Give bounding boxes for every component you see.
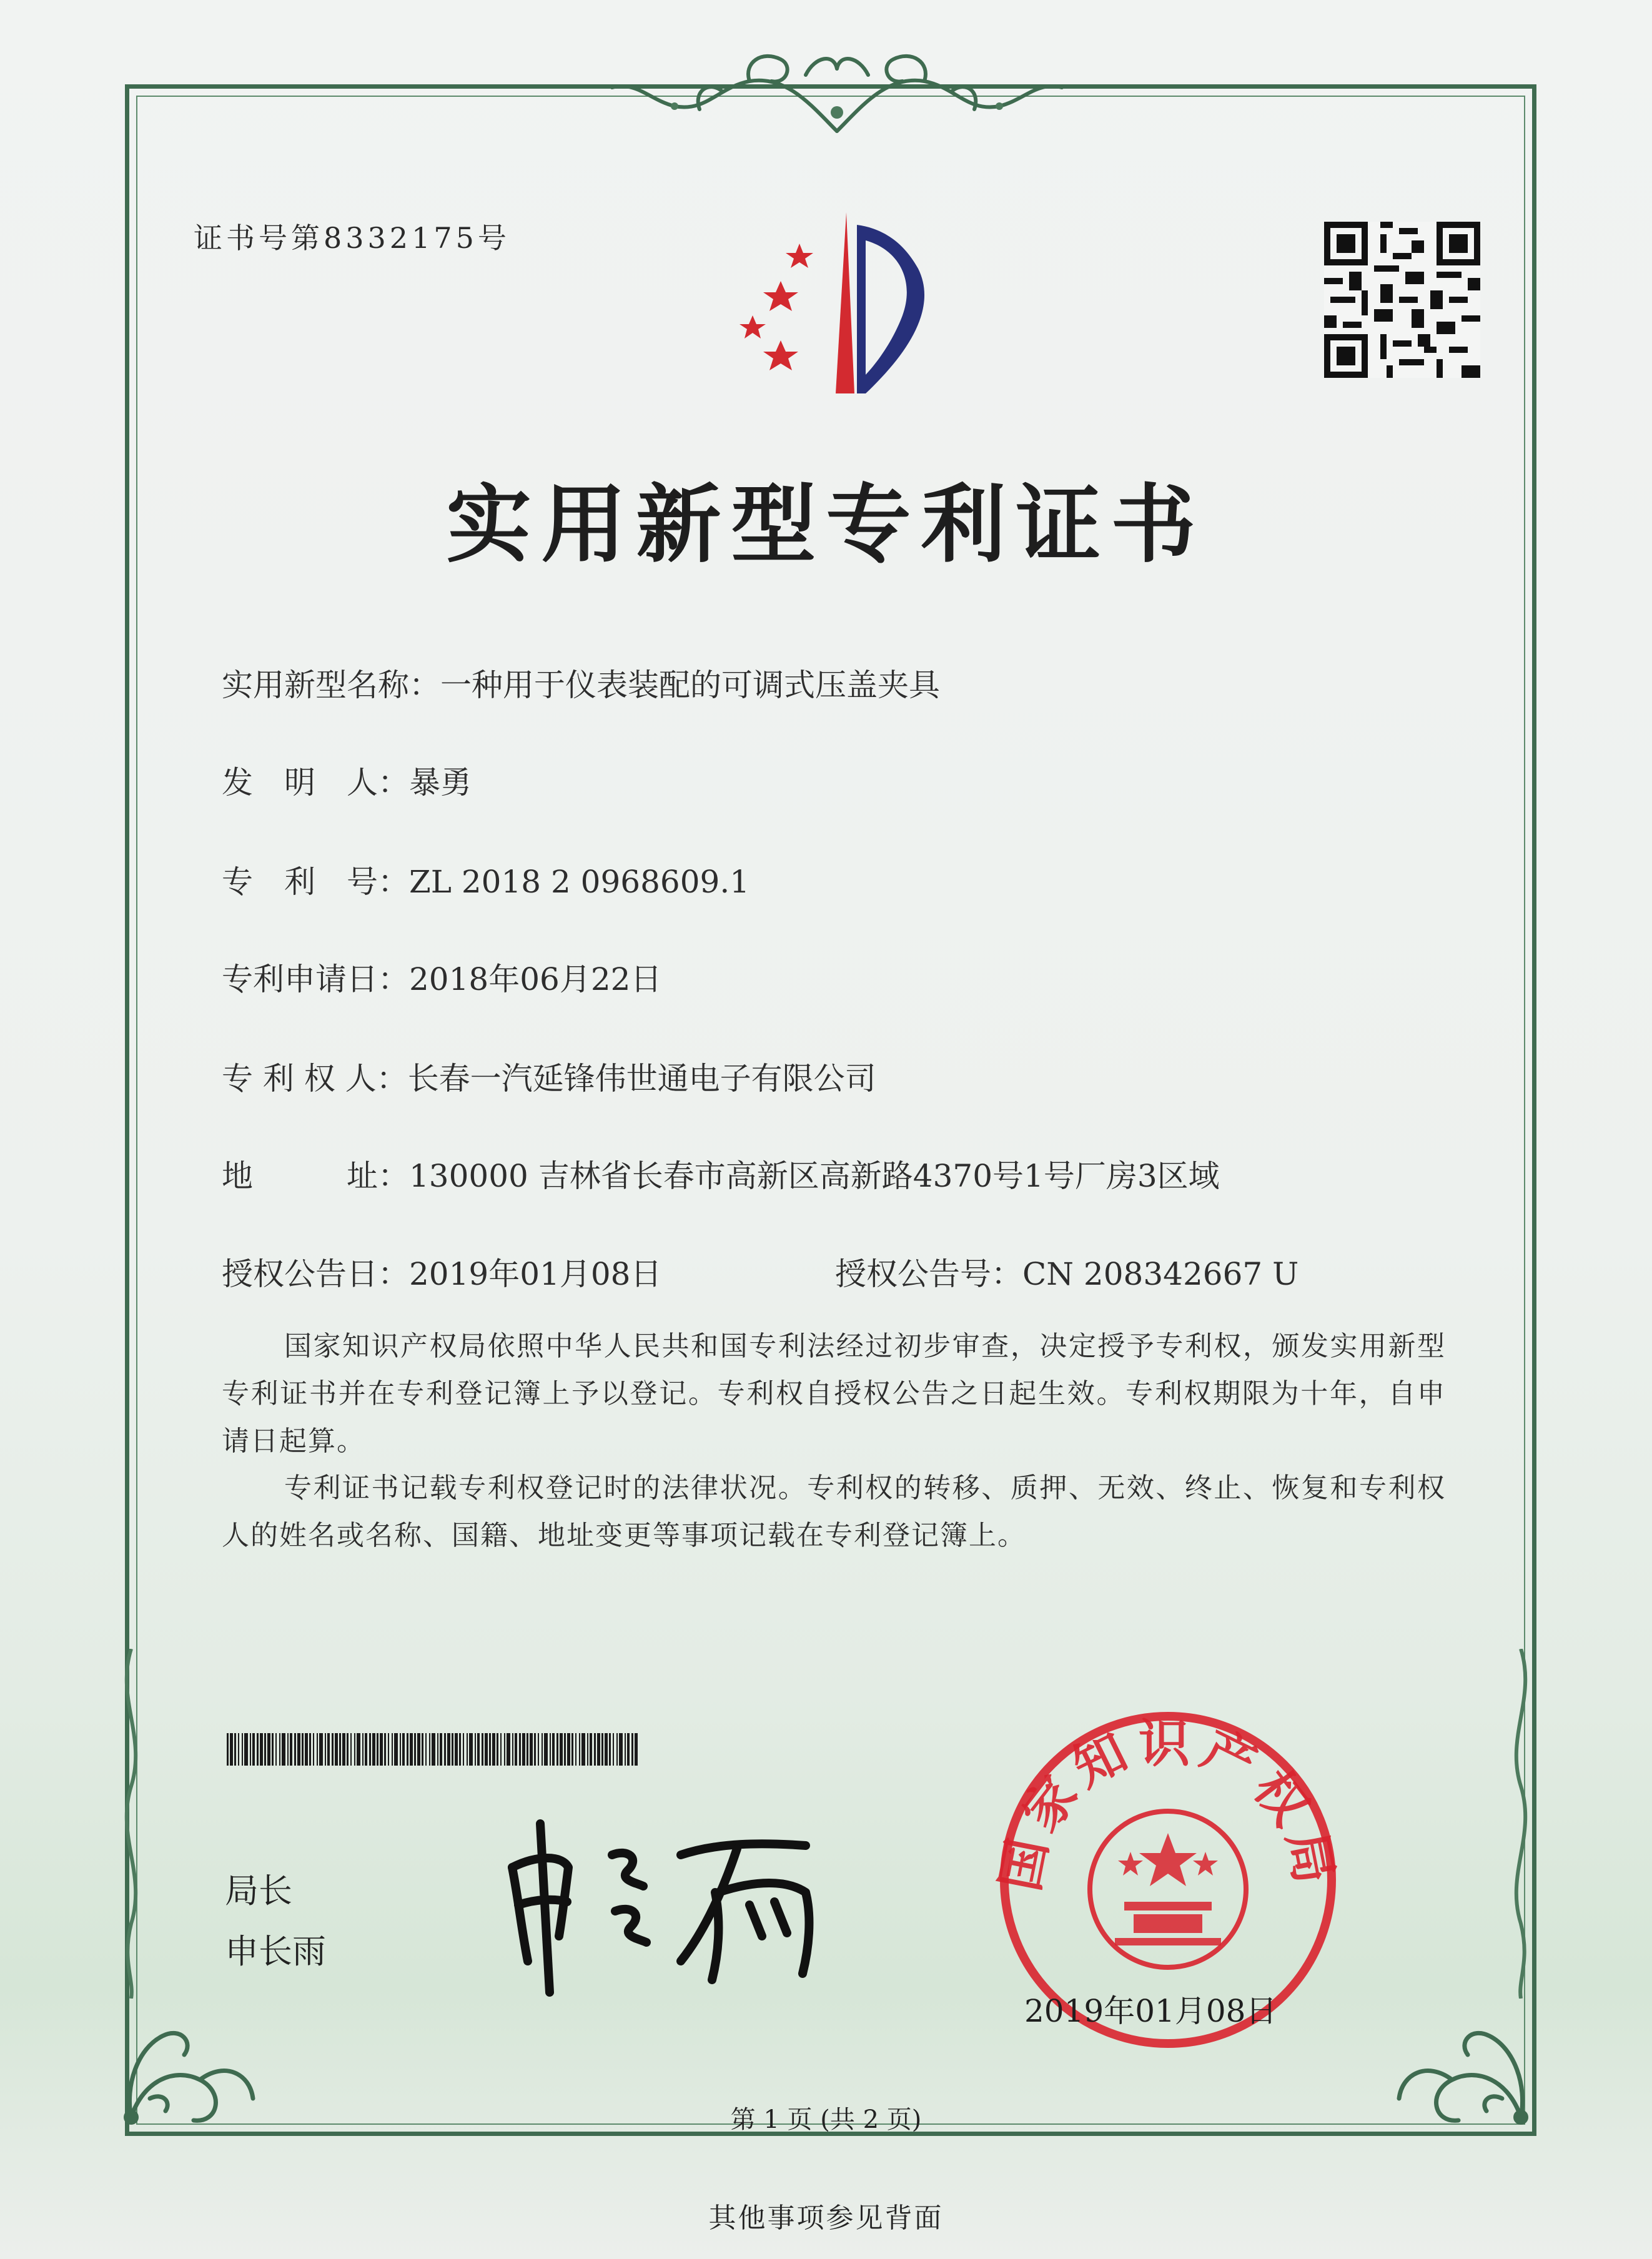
field-utility-name	[222, 660, 940, 705]
barcode-bar	[522, 1733, 525, 1766]
barcode-bar	[394, 1733, 398, 1766]
barcode-bar	[625, 1733, 626, 1766]
barcode-bar	[605, 1733, 608, 1766]
barcode-bar	[230, 1733, 233, 1766]
barcode-bar	[267, 1733, 270, 1766]
seal-date: 2019年01月08日	[1024, 1993, 1277, 2029]
barcode-bar	[317, 1733, 318, 1766]
barcode-bar	[350, 1733, 352, 1766]
barcode-bar	[482, 1733, 483, 1766]
director-signature	[493, 1811, 843, 1999]
certificate-title: 实用新型专利证书	[446, 475, 1206, 575]
barcode-bar	[619, 1733, 623, 1766]
barcode-bar	[575, 1733, 576, 1766]
barcode-bar	[357, 1733, 360, 1766]
field-label: 专 利 权 人：	[222, 1060, 408, 1097]
barcode-bar	[579, 1733, 580, 1766]
barcode-bar	[504, 1733, 505, 1766]
svg-text:国家知识产权局: 国家知识产权局	[991, 1714, 1345, 1896]
barcode-bar	[500, 1733, 502, 1766]
barcode-bar	[335, 1733, 338, 1766]
barcode-bar	[560, 1733, 563, 1766]
barcode-bar	[550, 1733, 551, 1766]
field-address	[222, 1151, 1220, 1196]
director-title: 局长	[225, 1871, 292, 1911]
barcode-bar	[452, 1733, 453, 1766]
barcode-bar	[294, 1733, 296, 1766]
barcode-bar	[290, 1733, 292, 1766]
barcode-bar	[275, 1733, 277, 1766]
barcode-bar	[297, 1733, 300, 1766]
barcode-bar	[432, 1733, 435, 1766]
field-value: 暴勇	[409, 764, 472, 801]
barcode-bar	[347, 1733, 349, 1766]
field-label: 专 利 号：	[222, 864, 409, 900]
barcode-bar	[497, 1733, 498, 1766]
barcode-bar	[282, 1733, 285, 1766]
barcode-bar	[244, 1733, 248, 1766]
field-grant-number	[835, 1249, 1298, 1294]
barcode-bar	[238, 1733, 239, 1766]
barcode-bar	[564, 1733, 566, 1766]
barcode-bar	[597, 1733, 600, 1766]
barcode-bar	[477, 1733, 480, 1766]
field-value: 2018年06月22日	[409, 961, 662, 997]
barcode-bar	[567, 1733, 570, 1766]
barcode-bar	[305, 1733, 308, 1766]
barcode-bar	[417, 1733, 420, 1766]
barcode-bar	[601, 1733, 603, 1766]
barcode-bar	[342, 1733, 345, 1766]
barcode-bar	[234, 1733, 236, 1766]
barcode-bar	[369, 1733, 371, 1766]
barcode-bar	[313, 1733, 314, 1766]
field-value: 长春一汽延锋伟世通电子有限公司	[407, 1060, 876, 1097]
body-paragraph-1: 国家知识产权局依照中华人民共和国专利法经过初步审查，决定授予专利权，颁发实用新型专利证书并在专利登记簿上予以登记。专利权自授权公告之日起生效。专利权期限为十年，自申请日起算。	[222, 1330, 1446, 1457]
barcode-bar	[463, 1733, 464, 1766]
barcode-bar	[279, 1733, 280, 1766]
barcode-bar	[613, 1733, 614, 1766]
barcode-bar	[332, 1733, 334, 1766]
barcode-bar	[388, 1733, 389, 1766]
barcode-bar	[544, 1733, 548, 1766]
barcode-bar	[242, 1733, 243, 1766]
barcode-bar	[556, 1733, 558, 1766]
barcode-bar	[392, 1733, 393, 1766]
barcode-bar	[429, 1733, 430, 1766]
barcode-bar	[384, 1733, 386, 1766]
barcode-bar	[627, 1733, 630, 1766]
barcode-bar	[571, 1733, 573, 1766]
field-label: 专利申请日：	[222, 961, 409, 997]
side-vine-left	[109, 1649, 153, 1999]
field-label: 授权公告日：	[222, 1256, 409, 1292]
barcode-bar	[530, 1733, 533, 1766]
barcode-bar	[365, 1733, 367, 1766]
barcode-bar	[631, 1733, 633, 1766]
field-value: 130000 吉林省长春市高新区高新路4370号1号厂房3区域	[409, 1158, 1220, 1194]
barcode-bar	[519, 1733, 521, 1766]
barcode-bar	[581, 1733, 585, 1766]
barcode-bar	[542, 1733, 543, 1766]
director-name: 申长雨	[225, 1932, 326, 1971]
cnipa-logo-icon	[712, 206, 962, 400]
field-label: 实用新型名称：	[222, 667, 440, 703]
barcode-bar	[410, 1733, 413, 1766]
barcode-bar	[250, 1733, 251, 1766]
field-value: 一种用于仪表装配的可调式压盖夹具	[440, 667, 940, 703]
barcode-bar	[467, 1733, 468, 1766]
barcode-bar	[402, 1733, 405, 1766]
barcode-bar	[380, 1733, 383, 1766]
field-patent-number	[222, 857, 749, 902]
barcode-bar	[400, 1733, 401, 1766]
footer-note: 其他事项参见背面	[708, 2202, 944, 2234]
barcode-bar	[489, 1733, 491, 1766]
certificate-number: 证书号第8332175号	[194, 221, 510, 255]
barcode-bar	[257, 1733, 259, 1766]
barcode-bar	[492, 1733, 495, 1766]
barcode-bar	[302, 1733, 304, 1766]
body-paragraph-2: 专利证书记载专利权登记时的法律状况。专利权的转移、质押、无效、终止、恢复和专利权人的姓名或名称、国籍、地址变更等事项记载在专利登记簿上。	[222, 1472, 1446, 1551]
barcode-bar	[339, 1733, 341, 1766]
field-inventor	[222, 758, 472, 803]
barcode-bar	[534, 1733, 536, 1766]
page-number: 第 1 页 (共 2 页)	[730, 2105, 922, 2134]
barcode-bar	[444, 1733, 446, 1766]
barcode-bar	[309, 1733, 311, 1766]
barcode-bar	[414, 1733, 416, 1766]
barcode-bar	[485, 1733, 488, 1766]
field-patentee	[222, 1054, 876, 1099]
barcode-bar	[538, 1733, 539, 1766]
barcode-bar	[425, 1733, 427, 1766]
barcode-bar	[447, 1733, 450, 1766]
field-grant-date	[222, 1249, 662, 1294]
field-value: ZL 2018 2 0968609.1	[409, 864, 750, 900]
barcode-bar	[469, 1733, 473, 1766]
barcode-bar	[515, 1733, 517, 1766]
barcode-bar	[635, 1733, 638, 1766]
barcode-bar	[362, 1733, 364, 1766]
barcode-icon	[227, 1733, 639, 1766]
barcode-bar	[616, 1733, 618, 1766]
barcode-bar	[327, 1733, 330, 1766]
field-label: 授权公告号：	[835, 1256, 1022, 1292]
barcode-bar	[455, 1733, 458, 1766]
barcode-bar	[252, 1733, 255, 1766]
field-filing-date	[222, 954, 662, 999]
barcode-bar	[594, 1733, 596, 1766]
barcode-bar	[354, 1733, 355, 1766]
field-label: 地 址：	[222, 1158, 409, 1194]
barcode-bar	[407, 1733, 408, 1766]
barcode-bar	[422, 1733, 423, 1766]
top-ornament	[600, 37, 1074, 144]
field-label: 发 明 人：	[222, 764, 409, 801]
barcode-bar	[325, 1733, 326, 1766]
barcode-bar	[459, 1733, 461, 1766]
qr-code-icon	[1324, 222, 1480, 378]
barcode-bar	[287, 1733, 289, 1766]
barcode-bar	[609, 1733, 611, 1766]
barcode-bar	[527, 1733, 528, 1766]
barcode-bar	[440, 1733, 442, 1766]
barcode-bar	[437, 1733, 438, 1766]
barcode-bar	[512, 1733, 513, 1766]
barcode-bar	[587, 1733, 588, 1766]
barcode-bar	[227, 1733, 229, 1766]
barcode-bar	[319, 1733, 323, 1766]
field-value: CN 208342667 U	[1022, 1256, 1299, 1292]
barcode-bar	[377, 1733, 378, 1766]
barcode-bar	[260, 1733, 263, 1766]
barcode-bar	[372, 1733, 375, 1766]
barcode-bar	[552, 1733, 555, 1766]
side-vine-right	[1499, 1649, 1543, 1999]
barcode-bar	[475, 1733, 476, 1766]
barcode-bar	[272, 1733, 274, 1766]
field-value: 2019年01月08日	[409, 1256, 662, 1292]
barcode-bar	[590, 1733, 592, 1766]
barcode-bar	[507, 1733, 510, 1766]
barcode-bar	[264, 1733, 266, 1766]
